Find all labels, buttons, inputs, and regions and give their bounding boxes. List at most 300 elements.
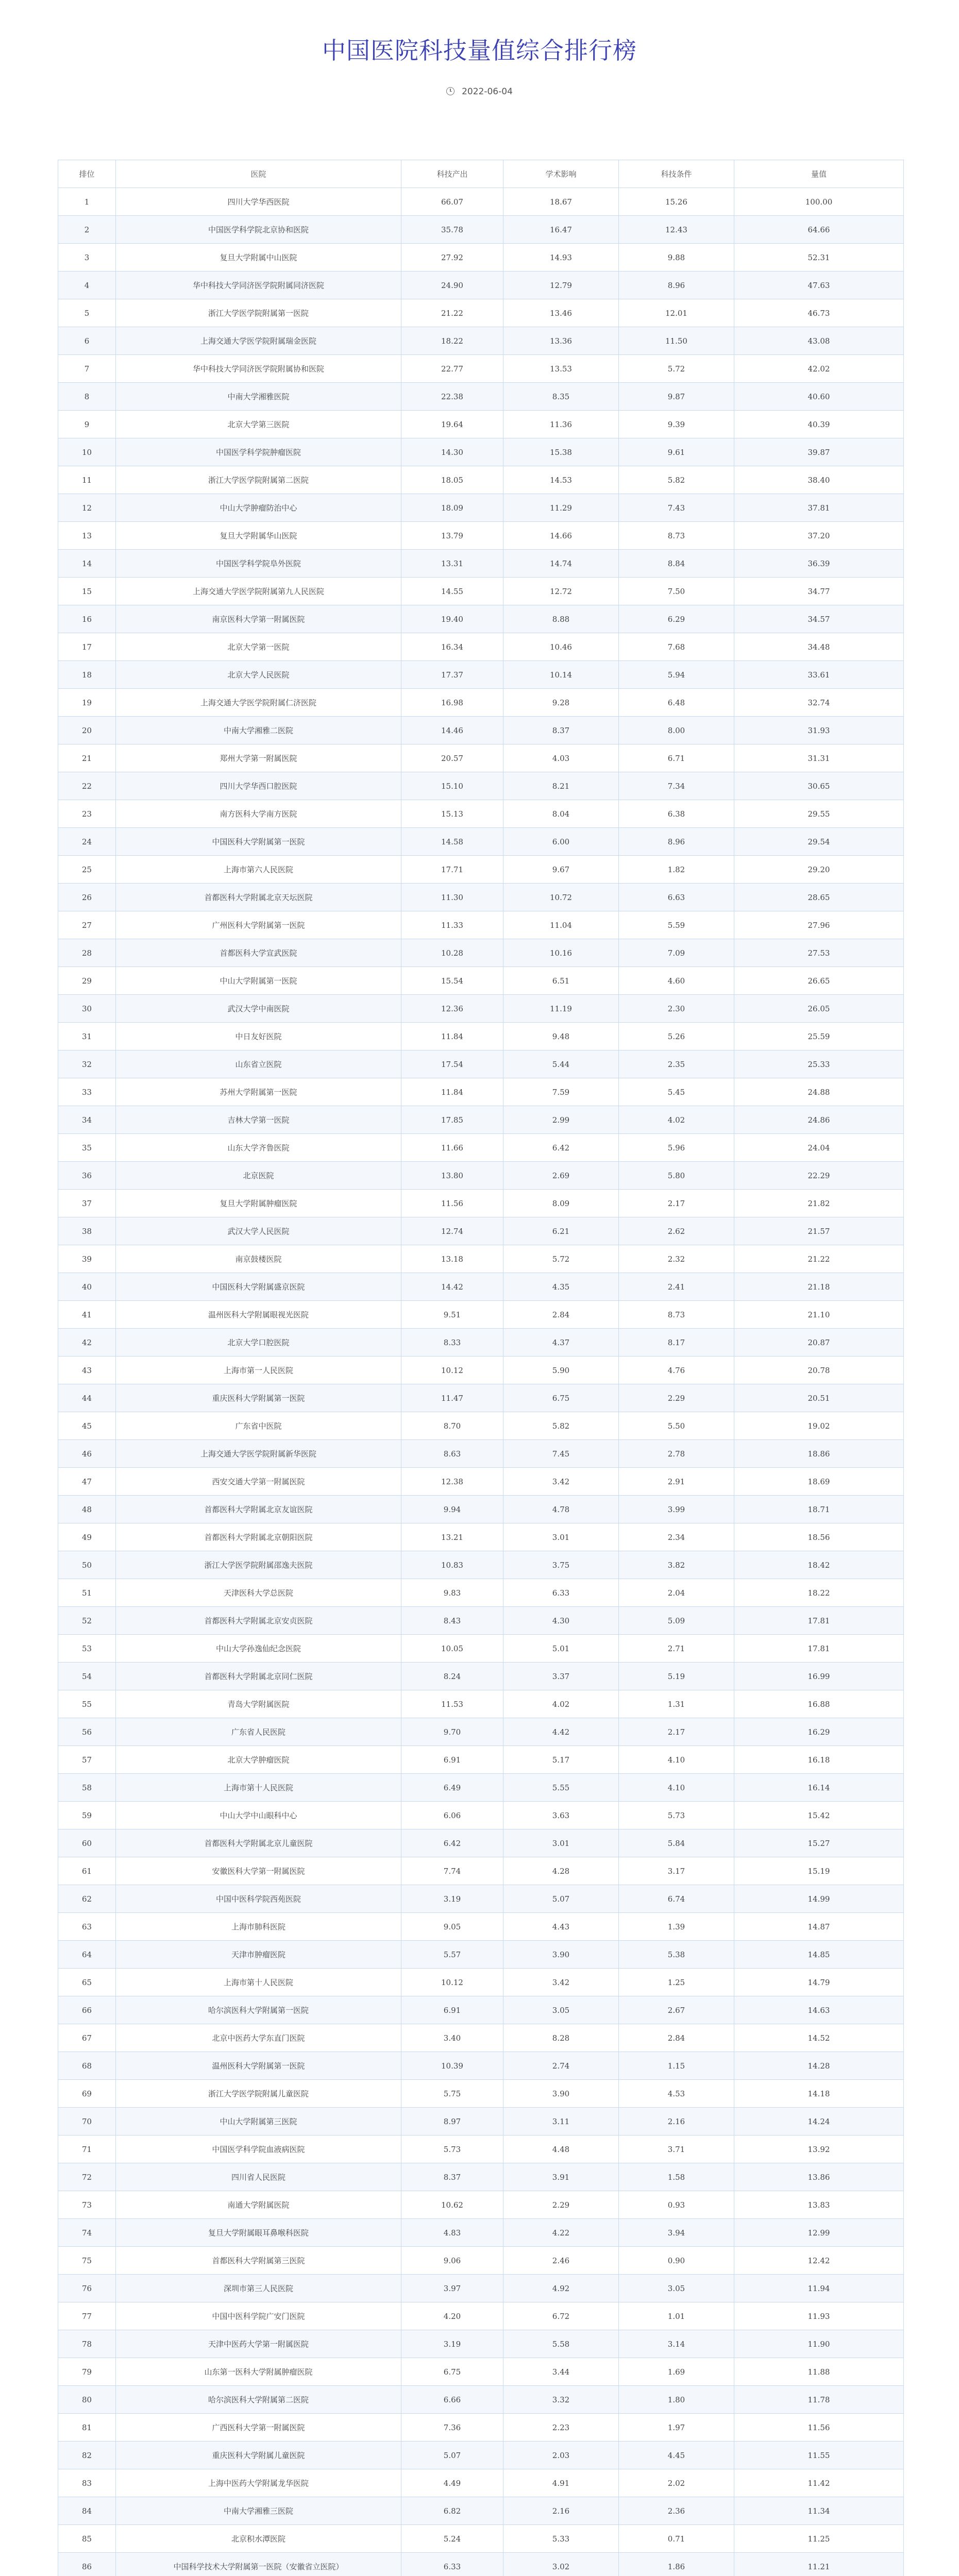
table-row xyxy=(58,355,904,383)
table-row xyxy=(58,2219,904,2247)
cell-tech-conditions: 4.02 xyxy=(619,1106,734,1134)
cell-score: 34.57 xyxy=(734,605,904,633)
cell-score: 16.14 xyxy=(734,1774,904,1802)
cell-hospital: 中南大学湘雅三医院 xyxy=(116,2497,401,2525)
cell-tech-output: 24.90 xyxy=(401,272,503,299)
cell-academic-impact: 12.79 xyxy=(503,272,619,299)
cell-tech-conditions: 1.25 xyxy=(619,1969,734,1996)
cell-rank: 1 xyxy=(58,188,116,216)
cell-hospital: 首都医科大学附属北京朝阳医院 xyxy=(116,1523,401,1551)
cell-tech-output: 3.19 xyxy=(401,2330,503,2358)
cell-hospital: 中国中医科学院广安门医院 xyxy=(116,2302,401,2330)
table-row xyxy=(58,299,904,327)
cell-tech-conditions: 8.96 xyxy=(619,272,734,299)
cell-tech-conditions: 7.68 xyxy=(619,633,734,661)
cell-score: 15.42 xyxy=(734,1802,904,1829)
cell-hospital: 上海市第十人民医院 xyxy=(116,1969,401,1996)
cell-academic-impact: 3.75 xyxy=(503,1551,619,1579)
table-row xyxy=(58,1829,904,1857)
cell-score: 11.25 xyxy=(734,2525,904,2553)
cell-tech-output: 13.18 xyxy=(401,1245,503,1273)
table-row xyxy=(58,1050,904,1078)
cell-tech-conditions: 8.00 xyxy=(619,717,734,744)
cell-academic-impact: 15.38 xyxy=(503,438,619,466)
cell-tech-output: 19.40 xyxy=(401,605,503,633)
table-row xyxy=(58,1412,904,1440)
cell-tech-output: 19.64 xyxy=(401,411,503,438)
cell-academic-impact: 4.37 xyxy=(503,1329,619,1357)
cell-academic-impact: 8.09 xyxy=(503,1190,619,1217)
cell-hospital: 复旦大学附属肿瘤医院 xyxy=(116,1190,401,1217)
cell-tech-conditions: 4.10 xyxy=(619,1746,734,1774)
cell-rank: 9 xyxy=(58,411,116,438)
cell-score: 14.28 xyxy=(734,2052,904,2080)
cell-hospital: 哈尔滨医科大学附属第一医院 xyxy=(116,1996,401,2024)
cell-score: 26.65 xyxy=(734,967,904,995)
table-row xyxy=(58,1969,904,1996)
cell-rank: 7 xyxy=(58,355,116,383)
cell-hospital: 广西医科大学第一附属医院 xyxy=(116,2414,401,2442)
table-row xyxy=(58,1941,904,1969)
cell-score: 38.40 xyxy=(734,466,904,494)
cell-tech-conditions: 7.34 xyxy=(619,772,734,800)
cell-score: 37.20 xyxy=(734,522,904,550)
cell-academic-impact: 8.21 xyxy=(503,772,619,800)
cell-tech-output: 18.22 xyxy=(401,327,503,355)
cell-hospital: 浙江大学医学院附属第一医院 xyxy=(116,299,401,327)
header-academic-impact: 学术影响 xyxy=(503,160,619,188)
table-row xyxy=(58,2275,904,2302)
cell-score: 27.53 xyxy=(734,939,904,967)
cell-tech-output: 11.84 xyxy=(401,1078,503,1106)
cell-tech-conditions: 2.41 xyxy=(619,1273,734,1301)
cell-tech-conditions: 2.67 xyxy=(619,1996,734,2024)
table-row xyxy=(58,2469,904,2497)
cell-rank: 74 xyxy=(58,2219,116,2247)
cell-hospital: 中国中医科学院西苑医院 xyxy=(116,1885,401,1913)
cell-tech-conditions: 5.73 xyxy=(619,1802,734,1829)
cell-academic-impact: 5.33 xyxy=(503,2525,619,2553)
cell-rank: 4 xyxy=(58,272,116,299)
cell-score: 100.00 xyxy=(734,188,904,216)
cell-tech-output: 3.40 xyxy=(401,2024,503,2052)
cell-tech-conditions: 3.14 xyxy=(619,2330,734,2358)
cell-tech-conditions: 5.82 xyxy=(619,466,734,494)
cell-hospital: 中山大学附属第一医院 xyxy=(116,967,401,995)
cell-rank: 67 xyxy=(58,2024,116,2052)
cell-tech-conditions: 1.01 xyxy=(619,2302,734,2330)
cell-tech-output: 17.71 xyxy=(401,856,503,884)
cell-score: 25.33 xyxy=(734,1050,904,1078)
table-row xyxy=(58,800,904,828)
cell-rank: 21 xyxy=(58,744,116,772)
cell-academic-impact: 13.53 xyxy=(503,355,619,383)
table-row xyxy=(58,1857,904,1885)
cell-academic-impact: 4.48 xyxy=(503,2136,619,2163)
cell-score: 13.92 xyxy=(734,2136,904,2163)
cell-rank: 37 xyxy=(58,1190,116,1217)
cell-score: 18.69 xyxy=(734,1468,904,1496)
cell-tech-output: 16.34 xyxy=(401,633,503,661)
cell-tech-conditions: 0.93 xyxy=(619,2191,734,2219)
cell-tech-output: 10.12 xyxy=(401,1969,503,1996)
cell-score: 12.99 xyxy=(734,2219,904,2247)
cell-score: 24.86 xyxy=(734,1106,904,1134)
cell-tech-output: 22.38 xyxy=(401,383,503,411)
cell-tech-output: 6.66 xyxy=(401,2386,503,2414)
cell-tech-conditions: 2.36 xyxy=(619,2497,734,2525)
cell-tech-output: 10.28 xyxy=(401,939,503,967)
cell-tech-conditions: 2.71 xyxy=(619,1635,734,1663)
cell-academic-impact: 3.02 xyxy=(503,2553,619,2576)
header-score: 量值 xyxy=(734,160,904,188)
table-row xyxy=(58,884,904,911)
cell-hospital: 广州医科大学附属第一医院 xyxy=(116,911,401,939)
cell-score: 16.18 xyxy=(734,1746,904,1774)
cell-academic-impact: 5.44 xyxy=(503,1050,619,1078)
table-row xyxy=(58,2247,904,2275)
table-row xyxy=(58,2553,904,2576)
cell-academic-impact: 3.90 xyxy=(503,2080,619,2108)
cell-tech-output: 6.82 xyxy=(401,2497,503,2525)
cell-tech-conditions: 3.82 xyxy=(619,1551,734,1579)
cell-tech-conditions: 2.29 xyxy=(619,1384,734,1412)
table-row xyxy=(58,2052,904,2080)
cell-score: 29.55 xyxy=(734,800,904,828)
cell-academic-impact: 14.93 xyxy=(503,244,619,272)
cell-academic-impact: 3.37 xyxy=(503,1663,619,1690)
cell-score: 20.51 xyxy=(734,1384,904,1412)
cell-tech-conditions: 1.97 xyxy=(619,2414,734,2442)
table-row xyxy=(58,1996,904,2024)
cell-rank: 30 xyxy=(58,995,116,1023)
cell-academic-impact: 8.37 xyxy=(503,717,619,744)
cell-tech-output: 6.06 xyxy=(401,1802,503,1829)
cell-hospital: 北京中医药大学东直门医院 xyxy=(116,2024,401,2052)
cell-rank: 46 xyxy=(58,1440,116,1468)
cell-score: 11.94 xyxy=(734,2275,904,2302)
cell-tech-output: 5.24 xyxy=(401,2525,503,2553)
cell-score: 14.63 xyxy=(734,1996,904,2024)
date-text: 2022-06-04 xyxy=(462,87,513,97)
cell-hospital: 上海交通大学医学院附属瑞金医院 xyxy=(116,327,401,355)
cell-rank: 69 xyxy=(58,2080,116,2108)
cell-rank: 56 xyxy=(58,1718,116,1746)
cell-tech-conditions: 1.82 xyxy=(619,856,734,884)
cell-hospital: 安徽医科大学第一附属医院 xyxy=(116,1857,401,1885)
cell-score: 11.78 xyxy=(734,2386,904,2414)
cell-tech-output: 10.83 xyxy=(401,1551,503,1579)
cell-tech-conditions: 2.16 xyxy=(619,2108,734,2136)
cell-rank: 61 xyxy=(58,1857,116,1885)
cell-tech-output: 17.37 xyxy=(401,661,503,689)
cell-tech-conditions: 8.96 xyxy=(619,828,734,856)
cell-score: 14.99 xyxy=(734,1885,904,1913)
cell-academic-impact: 3.01 xyxy=(503,1523,619,1551)
cell-academic-impact: 3.05 xyxy=(503,1996,619,2024)
cell-rank: 65 xyxy=(58,1969,116,1996)
cell-rank: 8 xyxy=(58,383,116,411)
table-body xyxy=(58,188,904,2576)
table-row xyxy=(58,466,904,494)
cell-hospital: 中南大学湘雅医院 xyxy=(116,383,401,411)
table-row xyxy=(58,1551,904,1579)
cell-hospital: 首都医科大学附属北京安贞医院 xyxy=(116,1607,401,1635)
cell-rank: 47 xyxy=(58,1468,116,1496)
cell-rank: 12 xyxy=(58,494,116,522)
cell-tech-output: 11.47 xyxy=(401,1384,503,1412)
table-row xyxy=(58,661,904,689)
cell-tech-output: 3.19 xyxy=(401,1885,503,1913)
table-row xyxy=(58,1913,904,1941)
cell-tech-output: 3.97 xyxy=(401,2275,503,2302)
cell-academic-impact: 8.04 xyxy=(503,800,619,828)
table-row xyxy=(58,550,904,578)
cell-academic-impact: 4.02 xyxy=(503,1690,619,1718)
cell-tech-output: 15.13 xyxy=(401,800,503,828)
cell-academic-impact: 3.42 xyxy=(503,1468,619,1496)
cell-score: 64.66 xyxy=(734,216,904,244)
table-row xyxy=(58,744,904,772)
cell-tech-conditions: 7.09 xyxy=(619,939,734,967)
cell-tech-output: 9.70 xyxy=(401,1718,503,1746)
cell-score: 21.82 xyxy=(734,1190,904,1217)
cell-hospital: 天津中医药大学第一附属医院 xyxy=(116,2330,401,2358)
cell-hospital: 重庆医科大学附属儿童医院 xyxy=(116,2442,401,2469)
cell-score: 31.93 xyxy=(734,717,904,744)
cell-academic-impact: 6.72 xyxy=(503,2302,619,2330)
table-row xyxy=(58,2163,904,2191)
cell-academic-impact: 9.28 xyxy=(503,689,619,717)
cell-rank: 54 xyxy=(58,1663,116,1690)
cell-tech-output: 14.46 xyxy=(401,717,503,744)
cell-hospital: 中山大学肿瘤防治中心 xyxy=(116,494,401,522)
cell-score: 33.61 xyxy=(734,661,904,689)
cell-rank: 43 xyxy=(58,1357,116,1384)
table-row xyxy=(58,2191,904,2219)
table-row xyxy=(58,633,904,661)
table-row xyxy=(58,1774,904,1802)
cell-tech-output: 7.74 xyxy=(401,1857,503,1885)
cell-tech-conditions: 5.80 xyxy=(619,1162,734,1190)
table-row xyxy=(58,1885,904,1913)
cell-hospital: 四川大学华西医院 xyxy=(116,188,401,216)
cell-score: 11.55 xyxy=(734,2442,904,2469)
cell-tech-output: 35.78 xyxy=(401,216,503,244)
cell-academic-impact: 3.32 xyxy=(503,2386,619,2414)
cell-rank: 39 xyxy=(58,1245,116,1273)
table-row xyxy=(58,1273,904,1301)
cell-rank: 73 xyxy=(58,2191,116,2219)
cell-hospital: 上海交通大学医学院附属新华医院 xyxy=(116,1440,401,1468)
cell-academic-impact: 14.74 xyxy=(503,550,619,578)
cell-rank: 38 xyxy=(58,1217,116,1245)
table-row xyxy=(58,689,904,717)
table-row xyxy=(58,2302,904,2330)
table-row xyxy=(58,967,904,995)
cell-tech-output: 8.33 xyxy=(401,1329,503,1357)
table-row xyxy=(58,216,904,244)
cell-rank: 57 xyxy=(58,1746,116,1774)
table-row xyxy=(58,2024,904,2052)
cell-rank: 16 xyxy=(58,605,116,633)
cell-hospital: 北京大学人民医院 xyxy=(116,661,401,689)
cell-academic-impact: 4.78 xyxy=(503,1496,619,1523)
cell-score: 34.48 xyxy=(734,633,904,661)
table-row xyxy=(58,2358,904,2386)
cell-hospital: 青岛大学附属医院 xyxy=(116,1690,401,1718)
cell-rank: 33 xyxy=(58,1078,116,1106)
cell-tech-conditions: 5.72 xyxy=(619,355,734,383)
table-row xyxy=(58,605,904,633)
cell-hospital: 山东第一医科大学附属肿瘤医院 xyxy=(116,2358,401,2386)
cell-hospital: 复旦大学附属眼耳鼻喉科医院 xyxy=(116,2219,401,2247)
cell-academic-impact: 5.72 xyxy=(503,1245,619,1273)
table-row xyxy=(58,188,904,216)
cell-tech-output: 12.74 xyxy=(401,1217,503,1245)
cell-tech-output: 8.37 xyxy=(401,2163,503,2191)
cell-score: 30.65 xyxy=(734,772,904,800)
cell-tech-conditions: 4.53 xyxy=(619,2080,734,2108)
table-row xyxy=(58,1440,904,1468)
cell-tech-output: 11.56 xyxy=(401,1190,503,1217)
cell-rank: 42 xyxy=(58,1329,116,1357)
cell-score: 11.42 xyxy=(734,2469,904,2497)
cell-tech-output: 9.05 xyxy=(401,1913,503,1941)
cell-academic-impact: 4.30 xyxy=(503,1607,619,1635)
cell-score: 11.93 xyxy=(734,2302,904,2330)
cell-hospital: 北京大学第一医院 xyxy=(116,633,401,661)
cell-rank: 53 xyxy=(58,1635,116,1663)
cell-score: 11.90 xyxy=(734,2330,904,2358)
cell-hospital: 中山大学附属第三医院 xyxy=(116,2108,401,2136)
cell-tech-conditions: 1.39 xyxy=(619,1913,734,1941)
cell-academic-impact: 4.35 xyxy=(503,1273,619,1301)
table-row xyxy=(58,1245,904,1273)
cell-tech-conditions: 5.26 xyxy=(619,1023,734,1050)
cell-score: 29.54 xyxy=(734,828,904,856)
cell-academic-impact: 2.99 xyxy=(503,1106,619,1134)
cell-academic-impact: 6.21 xyxy=(503,1217,619,1245)
cell-rank: 68 xyxy=(58,2052,116,2080)
cell-hospital: 西安交通大学第一附属医院 xyxy=(116,1468,401,1496)
cell-tech-output: 4.83 xyxy=(401,2219,503,2247)
cell-academic-impact: 2.74 xyxy=(503,2052,619,2080)
cell-tech-conditions: 2.84 xyxy=(619,2024,734,2052)
cell-tech-output: 12.38 xyxy=(401,1468,503,1496)
cell-rank: 50 xyxy=(58,1551,116,1579)
cell-tech-output: 17.54 xyxy=(401,1050,503,1078)
cell-tech-conditions: 2.78 xyxy=(619,1440,734,1468)
cell-academic-impact: 4.22 xyxy=(503,2219,619,2247)
cell-score: 21.22 xyxy=(734,1245,904,1273)
cell-academic-impact: 8.28 xyxy=(503,2024,619,2052)
cell-tech-conditions: 4.60 xyxy=(619,967,734,995)
cell-rank: 55 xyxy=(58,1690,116,1718)
cell-academic-impact: 2.84 xyxy=(503,1301,619,1329)
cell-score: 21.18 xyxy=(734,1273,904,1301)
cell-rank: 78 xyxy=(58,2330,116,2358)
cell-tech-output: 11.53 xyxy=(401,1690,503,1718)
cell-score: 17.81 xyxy=(734,1607,904,1635)
cell-tech-conditions: 1.31 xyxy=(619,1690,734,1718)
cell-score: 18.71 xyxy=(734,1496,904,1523)
cell-tech-conditions: 2.04 xyxy=(619,1579,734,1607)
cell-score: 32.74 xyxy=(734,689,904,717)
cell-tech-conditions: 11.50 xyxy=(619,327,734,355)
cell-score: 18.42 xyxy=(734,1551,904,1579)
cell-academic-impact: 6.33 xyxy=(503,1579,619,1607)
cell-tech-conditions: 2.62 xyxy=(619,1217,734,1245)
cell-tech-output: 14.30 xyxy=(401,438,503,466)
cell-score: 34.77 xyxy=(734,578,904,605)
table-row xyxy=(58,717,904,744)
cell-academic-impact: 3.01 xyxy=(503,1829,619,1857)
cell-tech-conditions: 1.58 xyxy=(619,2163,734,2191)
cell-score: 31.31 xyxy=(734,744,904,772)
cell-tech-conditions: 3.05 xyxy=(619,2275,734,2302)
cell-tech-output: 13.31 xyxy=(401,550,503,578)
table-row xyxy=(58,327,904,355)
cell-tech-output: 7.36 xyxy=(401,2414,503,2442)
cell-rank: 27 xyxy=(58,911,116,939)
cell-score: 14.24 xyxy=(734,2108,904,2136)
cell-tech-conditions: 5.84 xyxy=(619,1829,734,1857)
cell-score: 20.78 xyxy=(734,1357,904,1384)
cell-score: 16.29 xyxy=(734,1718,904,1746)
cell-hospital: 首都医科大学附属北京天坛医院 xyxy=(116,884,401,911)
cell-rank: 72 xyxy=(58,2163,116,2191)
table-row xyxy=(58,1718,904,1746)
cell-rank: 79 xyxy=(58,2358,116,2386)
cell-hospital: 中国医学科学院肿瘤医院 xyxy=(116,438,401,466)
table-row xyxy=(58,1607,904,1635)
cell-tech-conditions: 3.99 xyxy=(619,1496,734,1523)
cell-rank: 45 xyxy=(58,1412,116,1440)
cell-tech-conditions: 5.09 xyxy=(619,1607,734,1635)
cell-hospital: 上海市第六人民医院 xyxy=(116,856,401,884)
cell-score: 11.88 xyxy=(734,2358,904,2386)
table-row xyxy=(58,995,904,1023)
cell-academic-impact: 10.16 xyxy=(503,939,619,967)
cell-hospital: 重庆医科大学附属第一医院 xyxy=(116,1384,401,1412)
table-row xyxy=(58,1301,904,1329)
table-row xyxy=(58,911,904,939)
cell-tech-conditions: 1.69 xyxy=(619,2358,734,2386)
cell-hospital: 上海交通大学医学院附属仁济医院 xyxy=(116,689,401,717)
cell-rank: 58 xyxy=(58,1774,116,1802)
cell-rank: 82 xyxy=(58,2442,116,2469)
cell-rank: 64 xyxy=(58,1941,116,1969)
cell-tech-output: 66.07 xyxy=(401,188,503,216)
cell-hospital: 上海中医药大学附属龙华医院 xyxy=(116,2469,401,2497)
cell-tech-conditions: 4.10 xyxy=(619,1774,734,1802)
cell-score: 24.88 xyxy=(734,1078,904,1106)
cell-rank: 22 xyxy=(58,772,116,800)
cell-academic-impact: 12.72 xyxy=(503,578,619,605)
table-row xyxy=(58,244,904,272)
cell-rank: 59 xyxy=(58,1802,116,1829)
cell-tech-conditions: 1.15 xyxy=(619,2052,734,2080)
cell-rank: 77 xyxy=(58,2302,116,2330)
cell-hospital: 上海市肺科医院 xyxy=(116,1913,401,1941)
cell-tech-conditions: 1.86 xyxy=(619,2553,734,2576)
cell-rank: 34 xyxy=(58,1106,116,1134)
cell-tech-output: 8.97 xyxy=(401,2108,503,2136)
cell-rank: 26 xyxy=(58,884,116,911)
cell-tech-output: 13.21 xyxy=(401,1523,503,1551)
cell-rank: 41 xyxy=(58,1301,116,1329)
